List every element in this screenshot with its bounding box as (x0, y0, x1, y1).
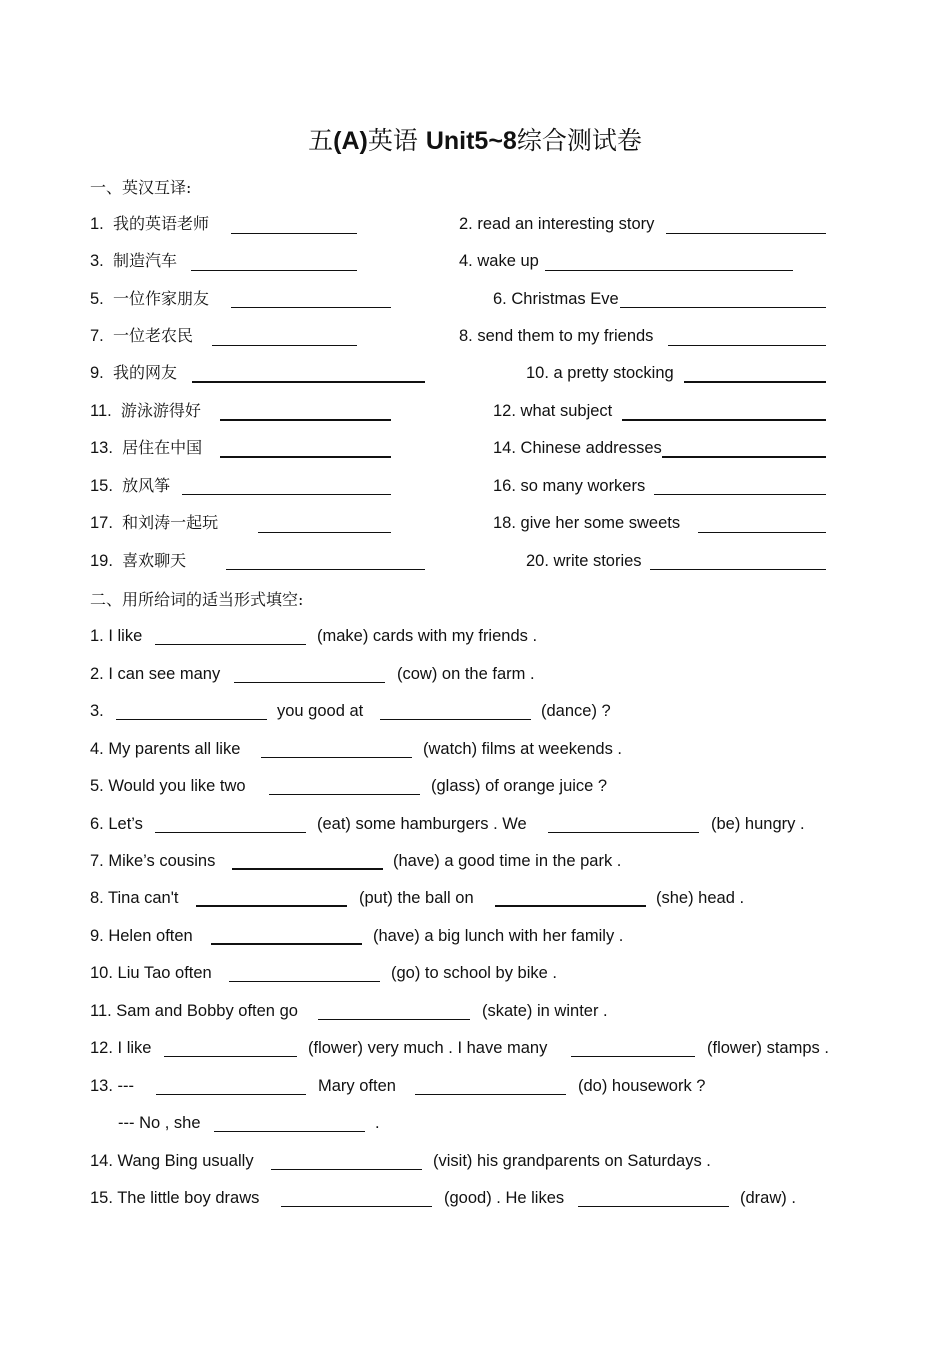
question-4-rest: (watch) films at weekends . (423, 740, 622, 758)
answer-blank[interactable] (415, 1094, 566, 1095)
answer-blank[interactable] (196, 905, 347, 907)
answer-blank[interactable] (578, 1206, 729, 1207)
question-15-mid: (good) . He likes (444, 1189, 565, 1207)
question-4-text: 4. My parents all like (90, 740, 241, 758)
item-17: 17. 和刘涛一起玩 (90, 513, 219, 532)
question-6-text: 6. Let’s (90, 815, 143, 833)
question-13-rest: (do) housework ? (578, 1077, 706, 1095)
answer-blank[interactable] (261, 757, 412, 758)
answer-blank[interactable] (620, 307, 826, 308)
question-1-rest: (make) cards with my friends . (317, 627, 538, 645)
answer-blank[interactable] (622, 419, 826, 421)
question-9-rest: (have) a big lunch with her family . (373, 927, 624, 945)
question-3-mid: you good at (277, 702, 364, 720)
question-10-text: 10. Liu Tao often (90, 964, 212, 982)
answer-blank[interactable] (155, 832, 306, 833)
answer-blank[interactable] (212, 345, 357, 346)
answer-blank[interactable] (654, 494, 826, 495)
question-14-rest: (visit) his grandparents on Saturdays . (433, 1152, 711, 1170)
question-8-rest: (she) head . (656, 889, 745, 907)
item-9: 9. 我的网友 (90, 363, 177, 382)
question-11-text: 11. Sam and Bobby often go (90, 1002, 298, 1020)
question-2-rest: (cow) on the farm . (397, 665, 535, 683)
item-13: 13. 居住在中国 (90, 438, 203, 457)
answer-blank[interactable] (191, 270, 357, 271)
question-3-rest: (dance) ? (541, 702, 611, 720)
item-14: 14. Chinese addresses (493, 439, 662, 457)
answer-blank[interactable] (318, 1019, 470, 1020)
question-8-mid: (put) the ball on (359, 889, 474, 907)
question-1-text: 1. I like (90, 627, 143, 645)
item-16: 16. so many workers (493, 477, 646, 495)
item-6: 6. Christmas Eve (493, 290, 619, 308)
question-5-text: 5. Would you like two (90, 777, 246, 795)
answer-blank[interactable] (698, 532, 826, 533)
answer-blank[interactable] (666, 233, 826, 234)
answer-blank[interactable] (495, 905, 646, 907)
item-7: 7. 一位老农民 (90, 326, 193, 345)
item-11: 11. 游泳游得好 (90, 401, 201, 420)
answer-blank[interactable] (571, 1056, 695, 1057)
question-3-text: 3. (90, 702, 104, 720)
answer-blank[interactable] (156, 1094, 306, 1095)
question-7-text: 7. Mike’s cousins (90, 852, 216, 870)
answer-blank[interactable] (684, 381, 826, 383)
answer-blank[interactable] (220, 456, 391, 458)
answer-blank[interactable] (116, 719, 267, 720)
page-title: 五(A)英语 Unit5~8综合测试卷 (308, 126, 642, 155)
answer-blank[interactable] (164, 1056, 297, 1057)
question-7-rest: (have) a good time in the park . (393, 852, 622, 870)
answer-blank[interactable] (226, 569, 425, 570)
answer-blank[interactable] (182, 494, 391, 495)
answer-blank[interactable] (650, 569, 826, 570)
item-20: 20. write stories (526, 552, 642, 570)
question-2-text: 2. I can see many (90, 665, 221, 683)
answer-blank[interactable] (232, 868, 383, 870)
item-5: 5. 一位作家朋友 (90, 289, 209, 308)
item-2: 2. read an interesting story (459, 215, 655, 233)
question-10-rest: (go) to school by bike . (391, 964, 557, 982)
section-heading: 一、英汉互译: (90, 178, 192, 197)
answer-blank[interactable] (211, 943, 362, 945)
answer-blank[interactable] (281, 1206, 432, 1207)
question-12-text: 12. I like (90, 1039, 152, 1057)
question-15-rest: (draw) . (740, 1189, 796, 1207)
question-12-rest: (flower) stamps . (707, 1039, 829, 1057)
answer-blank[interactable] (380, 719, 531, 720)
answer-blank[interactable] (214, 1131, 365, 1132)
answer-blank[interactable] (231, 307, 391, 308)
question-12-mid: (flower) very much . I have many (308, 1039, 548, 1057)
answer-blank[interactable] (662, 456, 826, 458)
question-6-mid: (eat) some hamburgers . We (317, 815, 527, 833)
answer-blank[interactable] (220, 419, 391, 421)
answer-blank[interactable] (229, 981, 380, 982)
question-13-mid: Mary often (318, 1077, 396, 1095)
answer-blank[interactable] (192, 381, 425, 383)
question-13-text: 13. --- (90, 1077, 135, 1095)
item-8: 8. send them to my friends (459, 327, 654, 345)
question-13-answer-text: --- No , she (118, 1114, 201, 1132)
answer-blank[interactable] (258, 532, 391, 533)
question-13-answer-end: . (375, 1114, 380, 1132)
question-6-rest: (be) hungry . (711, 815, 805, 833)
answer-blank[interactable] (271, 1169, 422, 1170)
item-12: 12. what subject (493, 402, 613, 420)
question-9-text: 9. Helen often (90, 927, 193, 945)
item-15: 15. 放风筝 (90, 476, 171, 495)
answer-blank[interactable] (155, 644, 306, 645)
section-heading: 二、用所给词的适当形式填空: (90, 590, 304, 609)
answer-blank[interactable] (548, 832, 699, 833)
item-4: 4. wake up (459, 252, 539, 270)
question-15-text: 15. The little boy draws (90, 1189, 260, 1207)
answer-blank[interactable] (269, 794, 420, 795)
item-18: 18. give her some sweets (493, 514, 681, 532)
question-5-rest: (glass) of orange juice ? (431, 777, 608, 795)
item-10: 10. a pretty stocking (526, 364, 674, 382)
answer-blank[interactable] (231, 233, 357, 234)
item-19: 19. 喜欢聊天 (90, 551, 187, 570)
question-11-rest: (skate) in winter . (482, 1002, 608, 1020)
item-3: 3. 制造汽车 (90, 251, 177, 270)
item-1: 1. 我的英语老师 (90, 214, 209, 233)
answer-blank[interactable] (545, 270, 793, 271)
answer-blank[interactable] (668, 345, 826, 346)
question-8-text: 8. Tina can't (90, 889, 179, 907)
answer-blank[interactable] (234, 682, 385, 683)
question-14-text: 14. Wang Bing usually (90, 1152, 254, 1170)
